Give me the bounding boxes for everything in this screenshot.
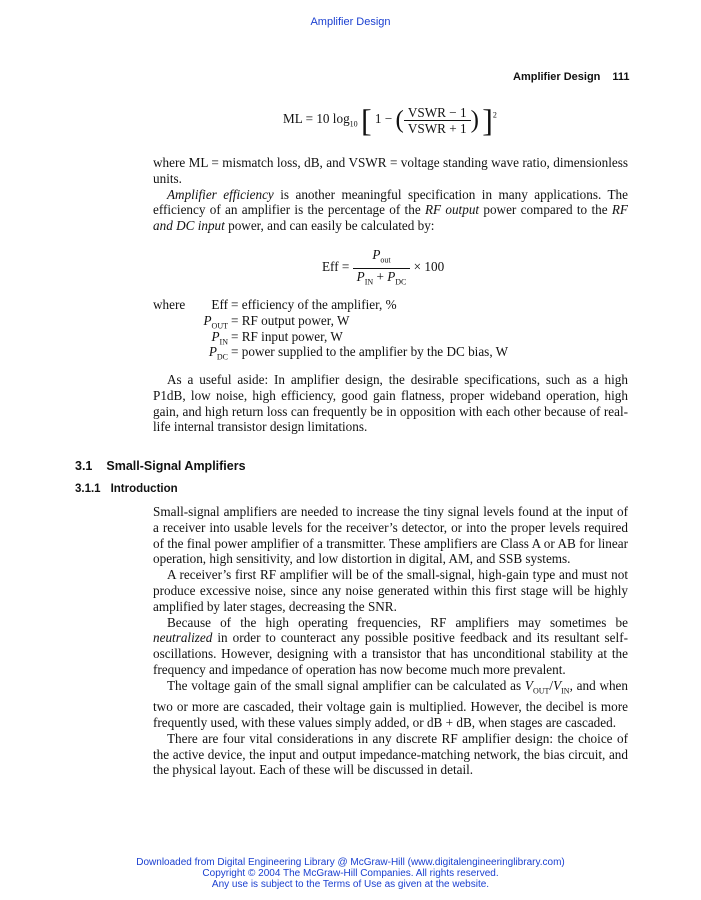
left-bracket: [ (360, 102, 372, 138)
ml-definition (153, 155, 628, 234)
footer-copyright[interactable]: Copyright © 2004 The McGraw-Hill Companies. All rights reserved. (202, 868, 499, 879)
equation-mismatch-loss (283, 104, 497, 136)
efficiency-em-rf-dc-input: RF and DC input (153, 202, 628, 234)
intro3-text-1: Because of the high operating frequencies, RF amplifiers may sometimes be (167, 614, 628, 630)
definitions-symbols (153, 297, 228, 363)
paragraph-intro-4 (153, 678, 628, 731)
paragraph-efficiency (153, 187, 628, 234)
eq-ml-numerator: VSWR − 1 (404, 105, 471, 121)
eq-eff-p-out: P (372, 247, 381, 262)
paragraph-ml-definition: where ML = mismatch loss, dB, and VSWR = voltage standing wave ratio, dimensionless units. (153, 155, 628, 186)
def-symbol-pout (153, 313, 228, 329)
paragraph-intro-1: Small-signal amplifiers are needed to increase the tiny signal levels found at the input of a receiver into usable levels for the receiver’s detector, or into the proper levels required of the final power amplifier of a transmitter. These amplifiers are Class A or AB for linear operation, high sensitivity, and low distortion in digital, AM, and SSB systems. (153, 504, 628, 567)
eq-eff-times: × 100 (413, 259, 445, 275)
intro4-v-in: V (553, 677, 562, 693)
paragraph-intro-3 (153, 615, 628, 678)
efficiency-text-3: power, and can easily be calculated by: (224, 218, 435, 234)
def-sym-2: P (211, 328, 220, 344)
eq-ml-denominator: VSWR + 1 (407, 120, 467, 136)
eq-ml-exponent: 2 (492, 110, 497, 120)
def-sub-1: OUT (211, 321, 228, 331)
running-head (513, 71, 633, 83)
def-symbol-pin (153, 329, 228, 345)
eq-eff-p-dc: P (387, 268, 396, 284)
paragraph-intro-2: A receiver’s first RF amplifier will be of the small-signal, high-gain type and must not produce excessive noise, since any noise generated within this first stage will be highly amplified by later stages, decreasing the SNR. (153, 567, 628, 614)
eq-ml-one-minus: 1 − (374, 111, 393, 127)
eq-eff-sub-in: IN (364, 277, 374, 287)
eq-eff-lhs: Eff = (322, 259, 350, 275)
efficiency-text-2: power compared to the (479, 202, 612, 218)
footer-notice (0, 857, 701, 890)
intro3-text-2: in order to counteract any possible positive feedback and its resultant self-oscillations. However, designing with a transistor that has unconditional stability at the frequency and impedance of operation has now become much more prevalent. (153, 630, 628, 677)
footer-download-link[interactable]: Downloaded from Digital Engineering Library @ McGraw-Hill (www.digitalengineeringlibrary.com) (136, 857, 565, 868)
page-number: 111 (612, 71, 630, 83)
paragraph-aside: As a useful aside: In amplifier design, the desirable specifications, such as a high P1dB, low noise, high efficiency, good gain flatness, proper wideband operation, high gain, and high return loss can frequently be in opposition with each other because of real-life internal transistor design limitations. (153, 372, 628, 435)
intro4-sub-out: OUT (532, 686, 550, 696)
efficiency-em-rf-output: RF output (424, 202, 480, 218)
eq-eff-sub-dc: DC (395, 277, 407, 287)
efficiency-text-1: is another meaningful specification in many applications. The efficiency of an amplifier is the percentage of the (153, 186, 628, 218)
intro4-sub-in: IN (561, 686, 570, 696)
eq-ml-lhs: ML = 10 log (283, 111, 350, 127)
section-number: 3.1 (75, 459, 93, 473)
running-title: Amplifier Design (513, 71, 601, 83)
definitions-descriptions (231, 297, 631, 360)
subsection-number: 3.1.1 (75, 483, 101, 495)
intro4-text-2: , and when two or more are cascaded, their voltage gain is multiplied. However, the decibel is more frequently used, with these values simply added, or dB + dB, when stages are cascaded. (153, 677, 629, 730)
term-amplifier-efficiency: Amplifier efficiency (167, 186, 274, 202)
def-symbol-pdc (153, 344, 228, 363)
right-paren: ) (470, 106, 479, 134)
intro4-slash: / (549, 677, 554, 693)
top-link[interactable]: Amplifier Design (310, 16, 391, 28)
subsection-title: Introduction (110, 483, 178, 495)
def-sym-1: P (203, 312, 212, 328)
def-symbol-eff (153, 297, 228, 313)
eq-eff-numerator (353, 247, 411, 269)
def-desc-3: = power supplied to the amplifier by the DC bias, W (231, 344, 509, 360)
section-heading (75, 459, 246, 473)
def-sym-3: P (208, 344, 217, 360)
intro4-v-out: V (524, 677, 533, 693)
paragraph-intro-5: There are four vital considerations in any discrete RF amplifier design: the choice of the active device, the input and output impedance-matching network, the bias circuit, and the physical layout. Each of these will be discussed in detail. (153, 730, 628, 778)
equation-efficiency (322, 247, 444, 289)
def-sub-2: IN (219, 337, 228, 347)
def-desc-0: = efficiency of the amplifier, % (231, 297, 397, 312)
right-bracket: ] (482, 102, 493, 138)
intro4-text-1: The voltage gain of the small signal amplifier can be calculated as (167, 677, 525, 693)
introduction-body (153, 504, 628, 778)
def-desc-1: = RF output power, W (231, 312, 350, 328)
subsection-heading (75, 483, 178, 495)
eq-eff-plus: + (376, 268, 384, 284)
def-desc-2: = RF input power, W (231, 328, 343, 344)
definitions-where: where (153, 297, 186, 312)
left-paren: ( (395, 106, 404, 134)
def-sym-0: Eff (211, 297, 228, 312)
eq-eff-fraction (353, 247, 411, 289)
footer-terms-link[interactable]: Any use is subject to the Terms of Use as given at the website. (211, 879, 490, 890)
eq-eff-sub-out: out (380, 255, 391, 265)
eq-eff-p-in: P (356, 268, 365, 284)
def-sub-3: DC (216, 353, 228, 363)
aside-block (153, 372, 628, 435)
section-title: Small-Signal Amplifiers (106, 459, 246, 473)
intro3-em-neutralized: neutralized (153, 630, 213, 646)
eq-eff-denominator (353, 269, 411, 290)
eq-ml-fraction (404, 105, 471, 136)
eq-ml-log-base: 10 (349, 119, 358, 129)
